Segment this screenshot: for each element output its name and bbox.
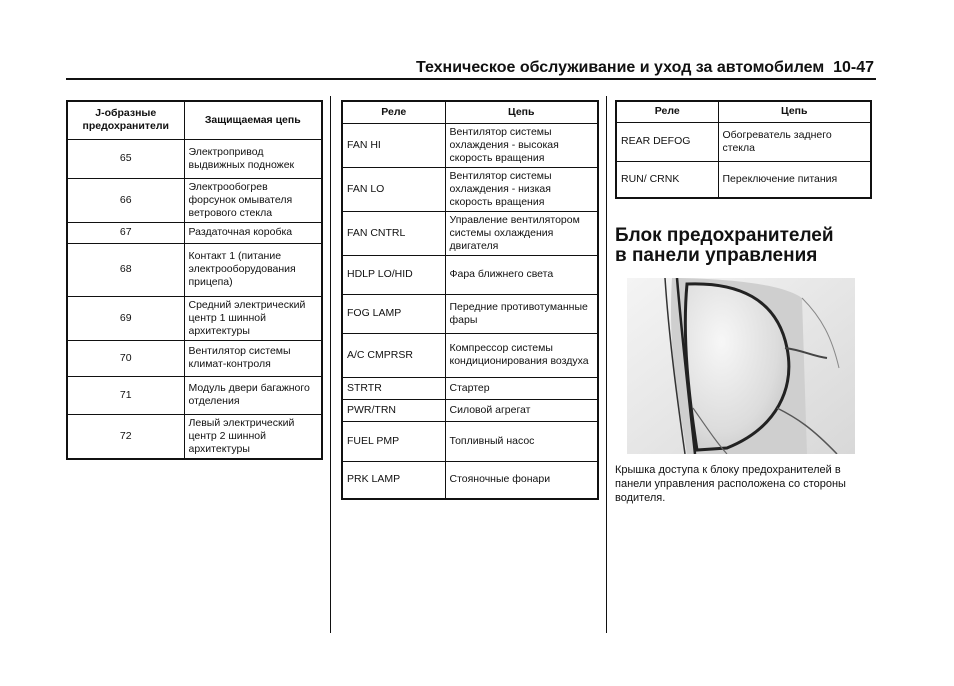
relay-name: HDLP LO/HID (342, 255, 445, 294)
header-rule (66, 78, 876, 80)
circuit-name: Силовой агрегат (445, 399, 598, 421)
circuit-name: Обогреватель заднего стекла (718, 122, 871, 161)
relay-name: REAR DEFOG (616, 122, 718, 161)
table-row (67, 296, 322, 340)
circuit-name: Левый электрический центр 2 шинной архитектуры (184, 414, 322, 459)
circuit-name: Контакт 1 (питание электрооборудования прицепа) (184, 243, 322, 296)
table-row (616, 122, 871, 161)
circuit-name: Управление вентилятором системы охлаждения двигателя (445, 211, 598, 255)
relay-name: RUN/ CRNK (616, 161, 718, 198)
circuit-name: Компрессор системы кондиционирования воздуха (445, 333, 598, 377)
fuse-number: 65 (67, 139, 184, 178)
relay-name: STRTR (342, 377, 445, 399)
relay-name: A/C CMPRSR (342, 333, 445, 377)
figure-caption: Крышка доступа к блоку предохранителей в панели управления расположена со стороны водителя. (615, 464, 846, 504)
fuse-number: 68 (67, 243, 184, 296)
column-header-relay: Реле (342, 101, 445, 123)
table-row (342, 421, 598, 461)
fuse-number: 72 (67, 414, 184, 459)
column-header-fuse: J-образные предохранители (67, 101, 184, 139)
relay-name: FOG LAMP (342, 294, 445, 333)
table-row (342, 461, 598, 499)
table-row (342, 123, 598, 167)
column-header-circuit: Защищаемая цепь (184, 101, 322, 139)
fuse-panel-cover-illustration (627, 278, 855, 454)
fuse-number: 71 (67, 376, 184, 414)
relay-name: FAN HI (342, 123, 445, 167)
table-row (67, 139, 322, 178)
table-row (342, 399, 598, 421)
relay-name: PWR/TRN (342, 399, 445, 421)
column-divider-left (330, 96, 331, 633)
circuit-name: Стояночные фонари (445, 461, 598, 499)
fuse-number: 67 (67, 222, 184, 243)
circuit-name: Стартер (445, 377, 598, 399)
table-row (67, 178, 322, 222)
fuse-number: 69 (67, 296, 184, 340)
page-header (66, 58, 874, 78)
table-row (67, 376, 322, 414)
j-fuse-table (66, 100, 323, 460)
table-row (342, 377, 598, 399)
table-row (342, 167, 598, 211)
relay-name: PRK LAMP (342, 461, 445, 499)
column-divider-right (606, 96, 607, 633)
table-row (67, 414, 322, 459)
circuit-name: Раздаточная коробка (184, 222, 322, 243)
column-header-circuit: Цепь (718, 101, 871, 122)
table-row (67, 340, 322, 376)
table-row (342, 294, 598, 333)
circuit-name: Переключение питания (718, 161, 871, 198)
relay-name: FAN CNTRL (342, 211, 445, 255)
header-title: Техническое обслуживание и уход за автомобилем (415, 59, 825, 76)
relay-name: FAN LO (342, 167, 445, 211)
fuse-number: 66 (67, 178, 184, 222)
table-row (342, 211, 598, 255)
circuit-name: Вентилятор системы охлаждения - высокая скорость вращения (445, 123, 598, 167)
circuit-name: Средний электрический центр 1 шинной архитектуры (184, 296, 322, 340)
circuit-name: Вентилятор системы климат-контроля (184, 340, 322, 376)
circuit-name: Фара ближнего света (445, 255, 598, 294)
table-row (342, 333, 598, 377)
table-row (67, 222, 322, 243)
section-title (615, 226, 875, 266)
section-title-line-1: Блок предохранителей (615, 225, 834, 246)
column-header-relay: Реле (616, 101, 718, 122)
table-row (342, 255, 598, 294)
page-number: 10-47 (833, 59, 874, 76)
circuit-name: Передние противотуманные фары (445, 294, 598, 333)
column-header-circuit: Цепь (445, 101, 598, 123)
circuit-name: Модуль двери багажного отделения (184, 376, 322, 414)
circuit-name: Вентилятор системы охлаждения - низкая скорость вращения (445, 167, 598, 211)
relay-table (341, 100, 599, 500)
table-row (67, 243, 322, 296)
table-row (616, 161, 871, 198)
circuit-name: Топливный насос (445, 421, 598, 461)
fuse-number: 70 (67, 340, 184, 376)
section-title-line-2: в панели управления (615, 245, 818, 266)
relay-table-2 (615, 100, 872, 199)
circuit-name: Электрообогрев форсунок омывателя ветрового стекла (184, 178, 322, 222)
circuit-name: Электропривод выдвижных подножек (184, 139, 322, 178)
relay-name: FUEL PMP (342, 421, 445, 461)
